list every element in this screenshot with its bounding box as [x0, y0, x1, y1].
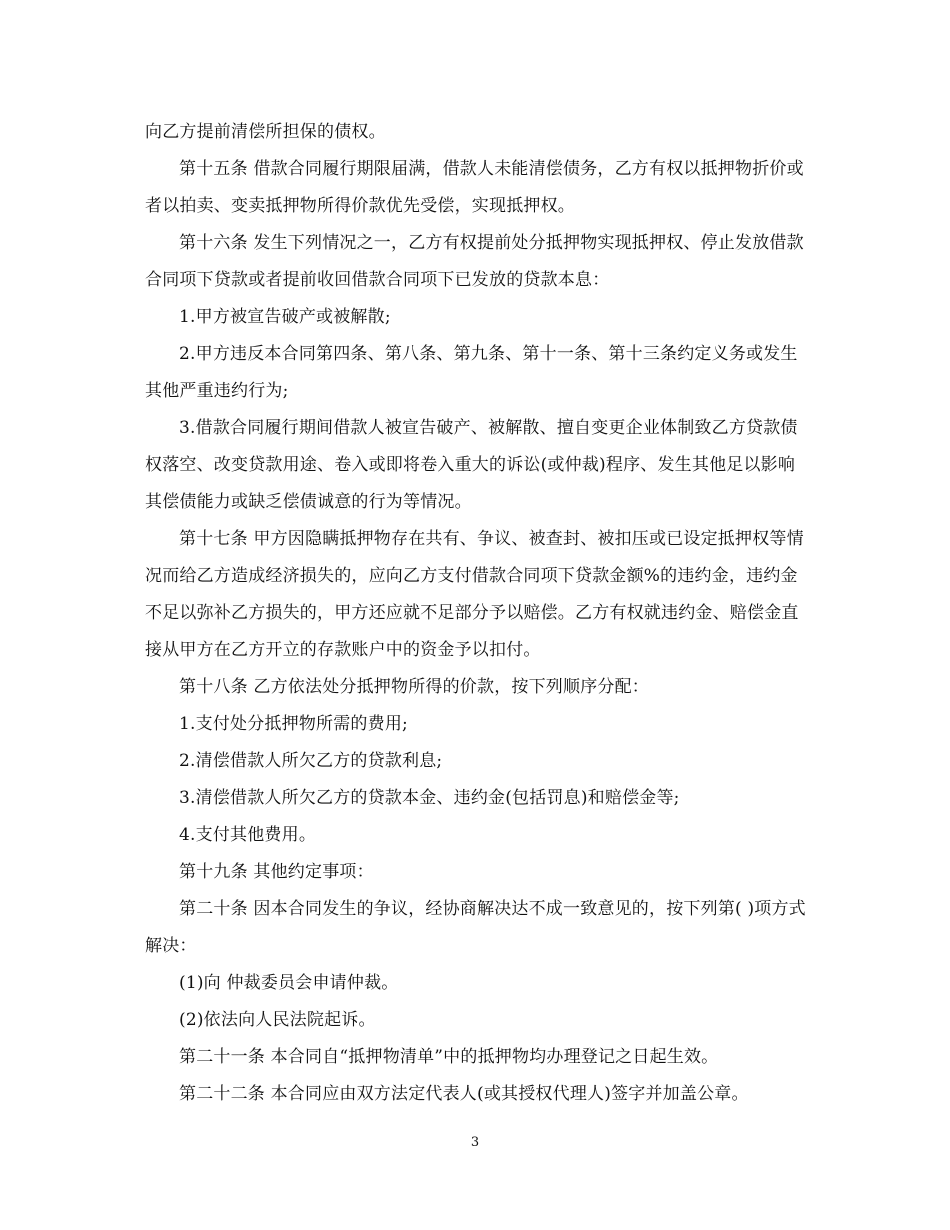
page-number: 3 — [470, 1135, 480, 1150]
article-19: 第十九条 其他约定事项： — [179, 862, 374, 882]
article-18-item-3: 3.清偿借款人所欠乙方的贷款本金、违约金(包括罚息)和赔偿金等; — [179, 788, 680, 808]
article-15: 第十五条 借款合同履行期限届满，借款人未能清偿债务，乙方有权以抵押物折价或者以拍卖、变卖抵押物所得价款优先受偿，实现抵押权。 — [145, 159, 804, 216]
article-17: 第十七条 甲方因隐瞒抵押物存在共有、争议、被查封、被扣压或已设定抵押权等情况而给乙方造成经济损失的，应向乙方支付借款合同项下贷款金额%的违约金，违约金不足以弥补乙方损失的，甲方还应就不足部分予以赔偿。乙方有权就违约金、赔偿金直接从甲方在乙方开立的存款账户中的资金予以扣付。 — [145, 529, 804, 660]
article-21: 第二十一条 本合同自“抵押物清单”中的抵押物均办理登记之日起生效。 — [179, 1047, 719, 1067]
contract-body — [145, 114, 810, 1113]
article-18-item-2: 2.清偿借款人所欠乙方的贷款利息; — [179, 751, 443, 771]
paragraph-continuation: 向乙方提前清偿所担保的债权。 — [145, 122, 386, 142]
article-16-item-3: 3.借款合同履行期间借款人被宣告破产、被解散、擅自变更企业体制致乙方贷款债权落空、改变贷款用途、卷入或即将卷入重大的诉讼(或仲裁)程序、发生其他足以影响其偿债能力或缺乏偿债诚意的行为等情况。 — [145, 418, 798, 512]
article-18: 第十八条 乙方依法处分抵押物所得的价款，按下列顺序分配： — [179, 677, 650, 697]
article-22: 第二十二条 本合同应由双方法定代表人(或其授权代理人)签字并加盖公章。 — [179, 1084, 749, 1104]
article-20-option-2: (2)依法向人民法院起诉。 — [179, 1010, 376, 1030]
article-16-item-2: 2.甲方违反本合同第四条、第八条、第九条、第十一条、第十三条约定义务或发生其他严重违约行为; — [145, 344, 798, 401]
article-16: 第十六条 发生下列情况之一，乙方有权提前处分抵押物实现抵押权、停止发放借款合同项下贷款或者提前收回借款合同项下已发放的贷款本息： — [145, 233, 804, 290]
article-18-item-4: 4.支付其他费用。 — [179, 825, 317, 845]
article-18-item-1: 1.支付处分抵押物所需的费用; — [179, 714, 408, 734]
article-20: 第二十条 因本合同发生的争议，经协商解决达不成一致意见的，按下列第( )项方式解决： — [145, 899, 806, 956]
article-20-option-1: (1)向 仲裁委员会申请仲裁。 — [179, 973, 399, 993]
article-16-item-1: 1.甲方被宣告破产或被解散; — [179, 307, 391, 327]
